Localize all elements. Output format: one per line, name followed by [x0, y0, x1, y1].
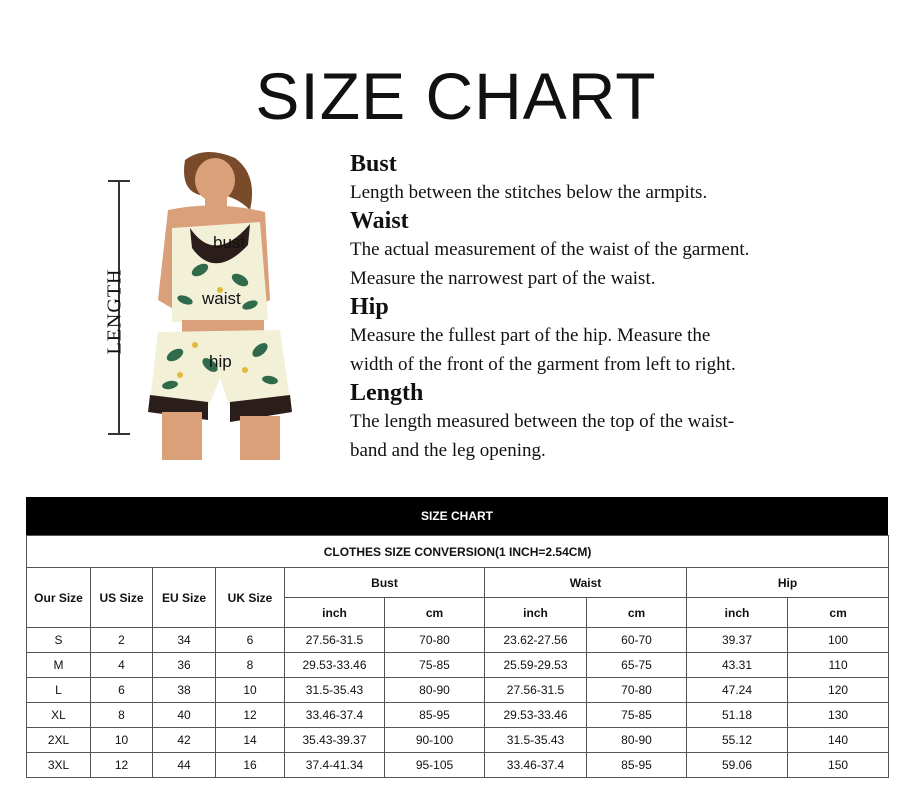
table-cell: 2 [91, 628, 153, 653]
table-cell: 70-80 [587, 678, 687, 703]
header-hip-cm: cm [788, 598, 889, 628]
header-hip-inch: inch [687, 598, 788, 628]
table-cell: 12 [216, 703, 285, 728]
table-cell: 60-70 [587, 628, 687, 653]
table-cell: 100 [788, 628, 889, 653]
table-cell: 85-95 [385, 703, 485, 728]
table-cell: 65-75 [587, 653, 687, 678]
table-cell: 40 [153, 703, 216, 728]
definition-text: Measure the fullest part of the hip. Measure the [350, 325, 711, 346]
table-cell: 80-90 [385, 678, 485, 703]
definition-term: Hip [350, 294, 389, 320]
table-cell: 27.56-31.5 [285, 628, 385, 653]
table-cell: L [27, 678, 91, 703]
table-row [27, 653, 889, 678]
definition-text: The length measured between the top of the waist- [350, 411, 735, 432]
table-cell: 38 [153, 678, 216, 703]
header-waist-inch: inch [485, 598, 587, 628]
table-cell: 90-100 [385, 728, 485, 753]
table-cell: 8 [91, 703, 153, 728]
table-cell: 36 [153, 653, 216, 678]
table-cell: 39.37 [687, 628, 788, 653]
header-eu-size: EU Size [153, 568, 216, 628]
page-title: SIZE CHART [255, 59, 657, 133]
table-cell: 43.31 [687, 653, 788, 678]
table-cell: 75-85 [587, 703, 687, 728]
table-cell: 150 [788, 753, 889, 778]
table-cell: 59.06 [687, 753, 788, 778]
waist-label: waist [202, 289, 241, 308]
table-cell: 110 [788, 653, 889, 678]
table-cell: 6 [216, 628, 285, 653]
table-cell: 120 [788, 678, 889, 703]
table-cell: 8 [216, 653, 285, 678]
table-cell: 16 [216, 753, 285, 778]
header-hip: Hip [687, 568, 889, 598]
table-row [27, 753, 889, 778]
table-cell: M [27, 653, 91, 678]
table-cell: 33.46-37.4 [485, 753, 587, 778]
hip-label: hip [209, 352, 232, 371]
table-cell: 3XL [27, 753, 91, 778]
table-cell: 42 [153, 728, 216, 753]
header-our-size: Our Size [27, 568, 91, 628]
table-cell: 6 [91, 678, 153, 703]
length-label: LENGTH [103, 268, 126, 355]
table-cell: 33.46-37.4 [285, 703, 385, 728]
table-cell: 130 [788, 703, 889, 728]
table-cell: 75-85 [385, 653, 485, 678]
table-cell: 29.53-33.46 [285, 653, 385, 678]
table-cell: 14 [216, 728, 285, 753]
size-table [26, 497, 888, 778]
table-cell: 12 [91, 753, 153, 778]
table-cell: 44 [153, 753, 216, 778]
conversion-note: CLOTHES SIZE CONVERSION(1 INCH=2.54CM) [27, 536, 889, 568]
table-cell: 10 [216, 678, 285, 703]
table-cell: 23.62-27.56 [485, 628, 587, 653]
table-cell: 51.18 [687, 703, 788, 728]
table-cell: 10 [91, 728, 153, 753]
bust-label: bust [213, 233, 246, 252]
table-cell: 35.43-39.37 [285, 728, 385, 753]
header-bust-inch: inch [285, 598, 385, 628]
definition-term: Waist [350, 208, 409, 234]
table-cell: 4 [91, 653, 153, 678]
table-cell: S [27, 628, 91, 653]
table-cell: XL [27, 703, 91, 728]
table-cell: 31.5-35.43 [485, 728, 587, 753]
table-cell: 27.56-31.5 [485, 678, 587, 703]
header-waist-cm: cm [587, 598, 687, 628]
table-cell: 34 [153, 628, 216, 653]
table-cell: 70-80 [385, 628, 485, 653]
definition-term: Bust [350, 151, 397, 177]
definition-text: Length between the stitches below the armpits. [350, 182, 708, 203]
header-uk-size: UK Size [216, 568, 285, 628]
table-cell: 29.53-33.46 [485, 703, 587, 728]
header-bust-cm: cm [385, 598, 485, 628]
table-row [27, 678, 889, 703]
header-waist: Waist [485, 568, 687, 598]
measurement-definitions [350, 150, 870, 465]
table-cell: 140 [788, 728, 889, 753]
definition-term: Length [350, 380, 424, 406]
definition-text: The actual measurement of the waist of the garment. [350, 239, 750, 260]
table-cell: 47.24 [687, 678, 788, 703]
size-conversion-table [26, 535, 889, 778]
table-cell: 37.4-41.34 [285, 753, 385, 778]
size-table-title: SIZE CHART [26, 497, 888, 535]
definition-text: Measure the narrowest part of the waist. [350, 268, 656, 289]
table-cell: 80-90 [587, 728, 687, 753]
table-row [27, 628, 889, 653]
table-cell: 2XL [27, 728, 91, 753]
header-bust: Bust [285, 568, 485, 598]
definition-text: width of the front of the garment from left to right. [350, 354, 736, 375]
header-us-size: US Size [91, 568, 153, 628]
table-cell: 55.12 [687, 728, 788, 753]
definition-text: band and the leg opening. [350, 440, 546, 461]
table-cell: 25.59-29.53 [485, 653, 587, 678]
table-cell: 31.5-35.43 [285, 678, 385, 703]
table-row [27, 728, 889, 753]
table-cell: 95-105 [385, 753, 485, 778]
table-row [27, 703, 889, 728]
table-cell: 85-95 [587, 753, 687, 778]
